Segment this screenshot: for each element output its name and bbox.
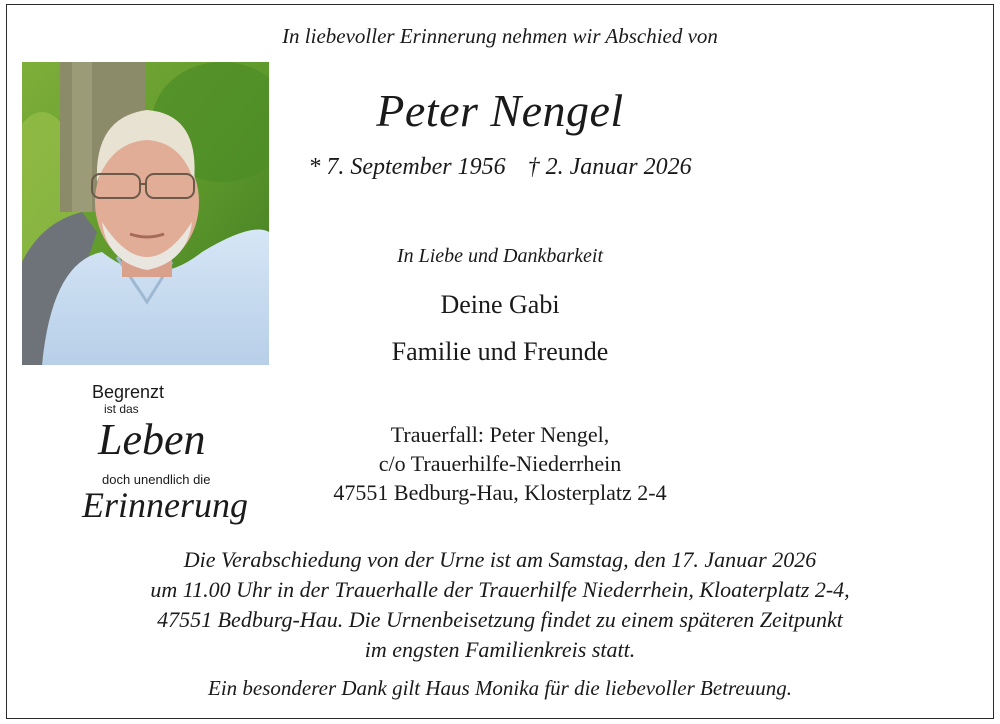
closing-thanks: Ein besonderer Dank gilt Haus Monika für die liebevoller Betreuung. (208, 676, 792, 700)
ceremony-line-2: um 11.00 Uhr in der Trauerhalle der Trauerhilfe Niederrhein, Kloaterplatz 2-4, (150, 577, 850, 602)
quote-block (78, 382, 268, 542)
address-line-1: Trauerfall: Peter Nengel, (390, 422, 610, 447)
quote-word-ist-das: ist das (104, 402, 139, 416)
ceremony-line-3: 47551 Bedburg-Hau. Die Urnenbeisetzung findet zu einem späteren Zeitpunkt (157, 607, 843, 632)
life-dates (250, 154, 750, 181)
quote-word-leben: Leben (98, 415, 206, 464)
address-line-3: 47551 Bedburg-Hau, Klosterplatz 2-4 (333, 480, 667, 505)
ceremony-text (0, 545, 1000, 665)
mourner-family: Familie und Freunde (391, 337, 609, 366)
quote-word-erinnerung: Erinnerung (82, 485, 248, 525)
quote-word-unendlich: doch unendlich die (102, 472, 211, 487)
address-block (250, 420, 750, 507)
deceased-name: Peter Nengel (376, 85, 624, 136)
thanks-line: In Liebe und Dankbarkeit (396, 245, 604, 267)
intro-line: In liebevoller Erinnerung nehmen wir Abschied von (282, 24, 718, 48)
quote-word-begrenzt: Begrenzt (92, 382, 165, 402)
birth-date: * 7. September 1956 (308, 154, 506, 180)
address-line-2: c/o Trauerhilfe-Niederrhein (378, 451, 622, 476)
death-date: † 2. Januar 2026 (527, 154, 692, 180)
ceremony-line-4: im engsten Familienkreis statt. (364, 637, 636, 662)
portrait-photo (22, 62, 269, 365)
ceremony-line-1: Die Verabschiedung von der Urne ist am Samstag, den 17. Januar 2026 (183, 547, 817, 572)
mourner-primary: Deine Gabi (440, 290, 560, 319)
